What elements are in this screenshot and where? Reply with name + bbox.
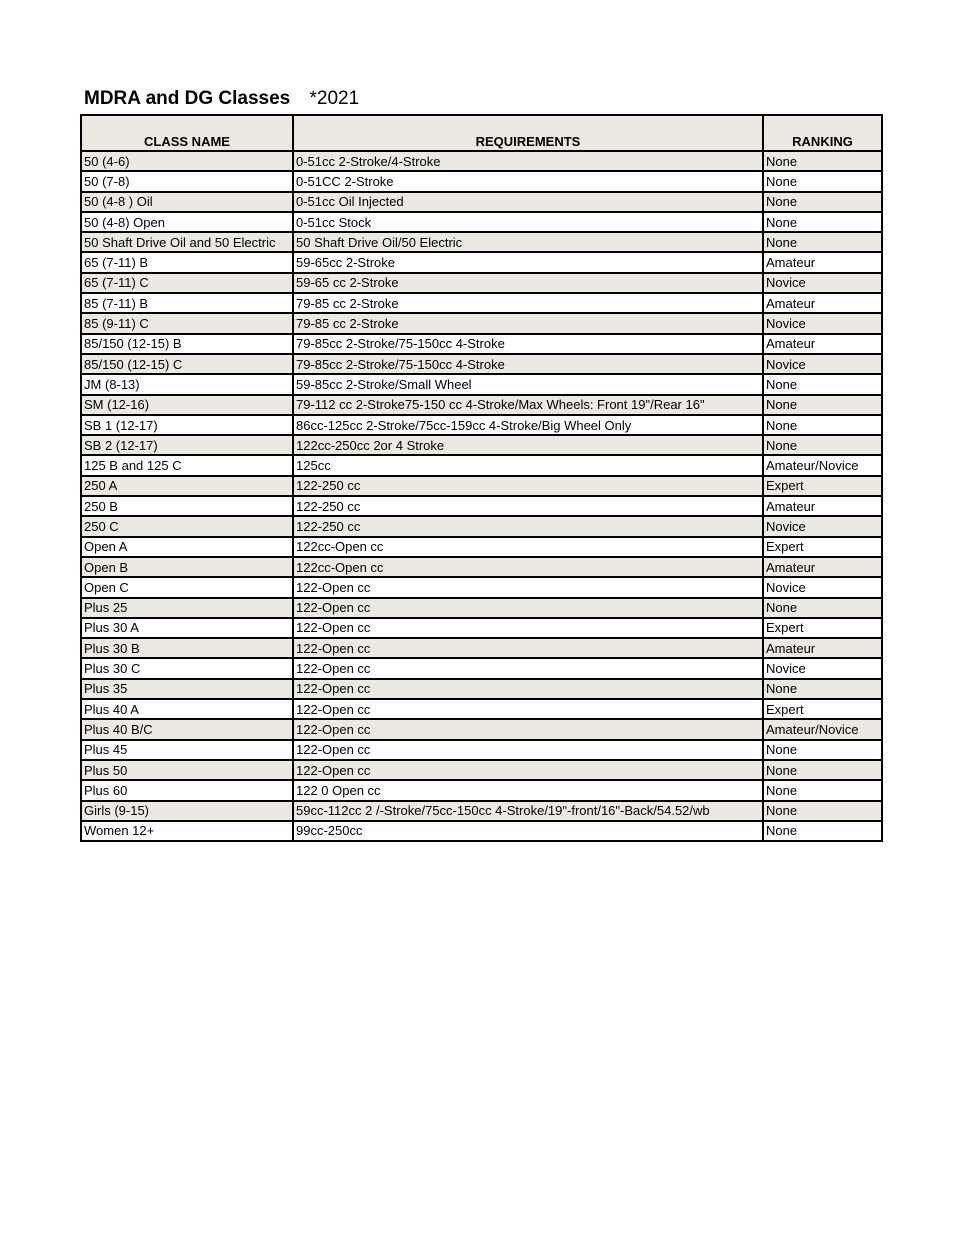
cell-requirements: 122-Open cc (293, 598, 763, 618)
cell-requirements: 122cc-250cc 2or 4 Stroke (293, 435, 763, 455)
cell-requirements: 122-250 cc (293, 496, 763, 516)
cell-ranking: Expert (763, 699, 882, 719)
cell-requirements: 122-Open cc (293, 719, 763, 739)
cell-class-name: Open A (81, 537, 293, 557)
cell-class-name: 250 C (81, 516, 293, 536)
cell-ranking: None (763, 232, 882, 252)
table-row (81, 192, 882, 212)
cell-ranking: Amateur (763, 638, 882, 658)
cell-ranking: Amateur/Novice (763, 719, 882, 739)
table-row (81, 435, 882, 455)
table-row (81, 476, 882, 496)
table-row (81, 232, 882, 252)
table-row (81, 395, 882, 415)
cell-ranking: None (763, 801, 882, 821)
cell-class-name: Open B (81, 557, 293, 577)
classes-table (80, 114, 883, 842)
cell-ranking: None (763, 415, 882, 435)
header-requirements: REQUIREMENTS (293, 115, 763, 151)
cell-requirements: 50 Shaft Drive Oil/50 Electric (293, 232, 763, 252)
cell-requirements: 0-51cc Stock (293, 212, 763, 232)
cell-ranking: None (763, 821, 882, 841)
table-row (81, 212, 882, 232)
cell-class-name: Girls (9-15) (81, 801, 293, 821)
table-row (81, 293, 882, 313)
cell-class-name: Women 12+ (81, 821, 293, 841)
cell-class-name: JM (8-13) (81, 374, 293, 394)
cell-ranking: None (763, 780, 882, 800)
table-row (81, 516, 882, 536)
cell-ranking: Amateur (763, 252, 882, 272)
cell-class-name: 85 (7-11) B (81, 293, 293, 313)
cell-class-name: Plus 40 B/C (81, 719, 293, 739)
cell-class-name: 85/150 (12-15) C (81, 354, 293, 374)
cell-requirements: 79-85 cc 2-Stroke (293, 293, 763, 313)
table-row (81, 618, 882, 638)
table-row (81, 252, 882, 272)
cell-class-name: Open C (81, 577, 293, 597)
cell-requirements: 122-Open cc (293, 658, 763, 678)
title-year: *2021 (309, 88, 360, 109)
cell-requirements: 122-Open cc (293, 740, 763, 760)
cell-requirements: 122-Open cc (293, 638, 763, 658)
cell-requirements: 122-250 cc (293, 516, 763, 536)
table-row (81, 719, 882, 739)
cell-requirements: 122-Open cc (293, 760, 763, 780)
cell-ranking: None (763, 171, 882, 191)
cell-class-name: 50 (4-6) (81, 151, 293, 171)
cell-class-name: 250 A (81, 476, 293, 496)
cell-ranking: Expert (763, 476, 882, 496)
cell-class-name: 85 (9-11) C (81, 313, 293, 333)
cell-requirements: 59cc-112cc 2 /-Stroke/75cc-150cc 4-Stroke/19"-front/16"-Back/54.52/wb (293, 801, 763, 821)
cell-requirements: 122-Open cc (293, 699, 763, 719)
table-body (81, 151, 882, 841)
cell-ranking: Amateur (763, 557, 882, 577)
table-row (81, 760, 882, 780)
title-text: MDRA and DG Classes (84, 88, 291, 109)
cell-ranking: None (763, 192, 882, 212)
cell-class-name: Plus 30 C (81, 658, 293, 678)
cell-requirements: 122cc-Open cc (293, 557, 763, 577)
cell-ranking: None (763, 760, 882, 780)
table-row (81, 496, 882, 516)
table-row (81, 821, 882, 841)
table-row (81, 577, 882, 597)
header-class-name: CLASS NAME (81, 115, 293, 151)
cell-class-name: SB 1 (12-17) (81, 415, 293, 435)
cell-class-name: 85/150 (12-15) B (81, 334, 293, 354)
cell-class-name: Plus 25 (81, 598, 293, 618)
cell-requirements: 79-85 cc 2-Stroke (293, 313, 763, 333)
cell-ranking: Amateur (763, 293, 882, 313)
table-row (81, 699, 882, 719)
cell-requirements: 59-65cc 2-Stroke (293, 252, 763, 272)
cell-requirements: 122 0 Open cc (293, 780, 763, 800)
table-row (81, 354, 882, 374)
cell-class-name: Plus 40 A (81, 699, 293, 719)
cell-class-name: 50 (4-8) Open (81, 212, 293, 232)
cell-class-name: 50 (7-8) (81, 171, 293, 191)
cell-requirements: 79-85cc 2-Stroke/75-150cc 4-Stroke (293, 354, 763, 374)
cell-ranking: Expert (763, 618, 882, 638)
table-row (81, 273, 882, 293)
cell-requirements: 0-51cc 2-Stroke/4-Stroke (293, 151, 763, 171)
cell-ranking: None (763, 679, 882, 699)
cell-class-name: 125 B and 125 C (81, 455, 293, 475)
cell-ranking: Novice (763, 577, 882, 597)
cell-ranking: None (763, 395, 882, 415)
table-row (81, 374, 882, 394)
table-row (81, 415, 882, 435)
table-row (81, 658, 882, 678)
cell-ranking: None (763, 212, 882, 232)
table-row (81, 638, 882, 658)
cell-requirements: 59-65 cc 2-Stroke (293, 273, 763, 293)
cell-class-name: Plus 50 (81, 760, 293, 780)
cell-requirements: 122-Open cc (293, 618, 763, 638)
cell-requirements: 86cc-125cc 2-Stroke/75cc-159cc 4-Stroke/Big Wheel Only (293, 415, 763, 435)
cell-ranking: None (763, 435, 882, 455)
cell-class-name: Plus 35 (81, 679, 293, 699)
cell-ranking: Amateur (763, 334, 882, 354)
cell-ranking: None (763, 598, 882, 618)
table-row (81, 334, 882, 354)
cell-ranking: Expert (763, 537, 882, 557)
cell-ranking: Novice (763, 273, 882, 293)
cell-requirements: 0-51cc Oil Injected (293, 192, 763, 212)
table-row (81, 455, 882, 475)
cell-requirements: 99cc-250cc (293, 821, 763, 841)
cell-requirements: 0-51CC 2-Stroke (293, 171, 763, 191)
cell-ranking: None (763, 374, 882, 394)
cell-class-name: SM (12-16) (81, 395, 293, 415)
cell-requirements: 122-Open cc (293, 679, 763, 699)
table-row (81, 801, 882, 821)
cell-class-name: Plus 60 (81, 780, 293, 800)
cell-ranking: Novice (763, 658, 882, 678)
cell-requirements: 79-85cc 2-Stroke/75-150cc 4-Stroke (293, 334, 763, 354)
header-row (81, 115, 882, 151)
cell-class-name: 50 Shaft Drive Oil and 50 Electric (81, 232, 293, 252)
table-row (81, 780, 882, 800)
cell-class-name: 65 (7-11) C (81, 273, 293, 293)
cell-requirements: 122-Open cc (293, 577, 763, 597)
table-row (81, 171, 882, 191)
table-row (81, 740, 882, 760)
table-row (81, 537, 882, 557)
page-title (84, 88, 359, 110)
cell-ranking: Novice (763, 354, 882, 374)
table-row (81, 557, 882, 577)
cell-requirements: 125cc (293, 455, 763, 475)
cell-class-name: Plus 30 B (81, 638, 293, 658)
cell-requirements: 122cc-Open cc (293, 537, 763, 557)
cell-class-name: Plus 45 (81, 740, 293, 760)
cell-ranking: None (763, 740, 882, 760)
table-row (81, 679, 882, 699)
cell-ranking: Amateur (763, 496, 882, 516)
cell-class-name: Plus 30 A (81, 618, 293, 638)
cell-ranking: Novice (763, 516, 882, 536)
table-row (81, 313, 882, 333)
cell-ranking: None (763, 151, 882, 171)
cell-ranking: Novice (763, 313, 882, 333)
header-ranking: RANKING (763, 115, 882, 151)
table-row (81, 151, 882, 171)
cell-class-name: 250 B (81, 496, 293, 516)
cell-ranking: Amateur/Novice (763, 455, 882, 475)
cell-class-name: 65 (7-11) B (81, 252, 293, 272)
cell-requirements: 79-112 cc 2-Stroke75-150 cc 4-Stroke/Max Wheels: Front 19"/Rear 16" (293, 395, 763, 415)
cell-requirements: 122-250 cc (293, 476, 763, 496)
cell-class-name: 50 (4-8 ) Oil (81, 192, 293, 212)
cell-class-name: SB 2 (12-17) (81, 435, 293, 455)
cell-requirements: 59-85cc 2-Stroke/Small Wheel (293, 374, 763, 394)
table-row (81, 598, 882, 618)
